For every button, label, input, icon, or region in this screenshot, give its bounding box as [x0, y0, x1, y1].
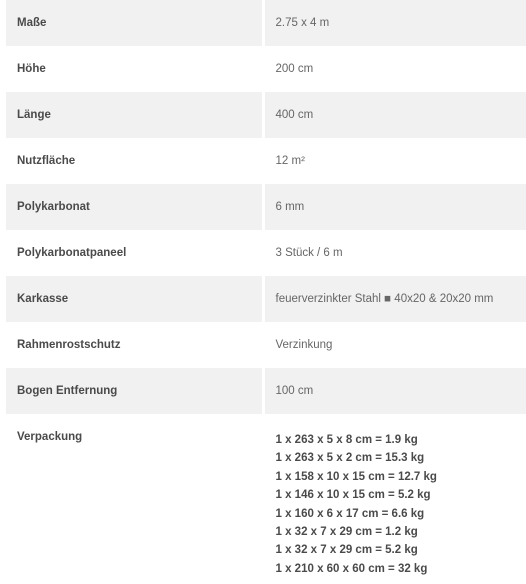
- packing-item: 1 x 160 x 6 x 17 cm = 6.6 kg: [276, 505, 437, 523]
- spec-label: Höhe: [6, 46, 262, 92]
- spec-label: Maße: [6, 0, 262, 46]
- spec-row-verpackung: [6, 414, 526, 584]
- packing-item: 1 x 263 x 5 x 2 cm = 15.3 kg: [276, 449, 437, 467]
- spec-label: Verpackung: [6, 414, 262, 584]
- spec-value: 3 Stück / 6 m: [265, 230, 526, 276]
- spec-value: feuerverzinkter Stahl ■ 40x20 & 20x20 mm: [265, 276, 526, 322]
- spec-label: Bogen Entfernung: [6, 368, 262, 414]
- packing-item: 1 x 158 x 10 x 15 cm = 12.7 kg: [276, 468, 437, 486]
- packing-item: 1 x 146 x 10 x 15 cm = 5.2 kg: [276, 486, 437, 504]
- spec-value: 400 cm: [265, 92, 526, 138]
- spec-table: [6, 0, 526, 584]
- spec-row-polykarbonatpaneel: [6, 230, 526, 276]
- spec-label: Rahmenrostschutz: [6, 322, 262, 368]
- spec-label: Karkasse: [6, 276, 262, 322]
- spec-row-nutzflaeche: [6, 138, 526, 184]
- packing-item: 1 x 263 x 5 x 8 cm = 1.9 kg: [276, 431, 437, 449]
- packing-item: 1 x 32 x 7 x 29 cm = 5.2 kg: [276, 541, 437, 559]
- spec-row-polykarbonat: [6, 184, 526, 230]
- spec-row-karkasse: [6, 276, 526, 322]
- spec-value: 100 cm: [265, 368, 526, 414]
- spec-value: 12 m²: [265, 138, 526, 184]
- spec-label: Länge: [6, 92, 262, 138]
- spec-row-rahmenrostschutz: [6, 322, 526, 368]
- packing-value: [265, 414, 526, 584]
- packing-item: 1 x 210 x 60 x 60 cm = 32 kg: [276, 560, 437, 578]
- spec-value: 200 cm: [265, 46, 526, 92]
- spec-value: 2.75 x 4 m: [265, 0, 526, 46]
- spec-label: Polykarbonat: [6, 184, 262, 230]
- spec-value: 6 mm: [265, 184, 526, 230]
- spec-value: Verzinkung: [265, 322, 526, 368]
- spec-label: Polykarbonatpaneel: [6, 230, 262, 276]
- packing-list: [276, 431, 437, 578]
- spec-label: Nutzfläche: [6, 138, 262, 184]
- spec-row-hoehe: [6, 46, 526, 92]
- spec-row-bogen-entfernung: [6, 368, 526, 414]
- packing-item: 1 x 32 x 7 x 29 cm = 1.2 kg: [276, 523, 437, 541]
- spec-row-laenge: [6, 92, 526, 138]
- spec-row-masse: [6, 0, 526, 46]
